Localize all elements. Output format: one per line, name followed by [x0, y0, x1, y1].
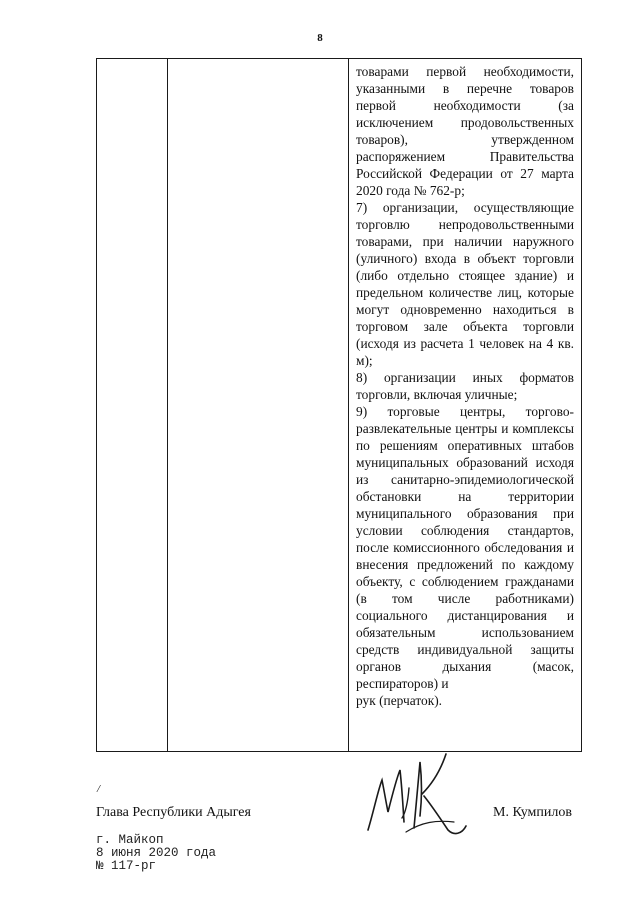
table-column-divider [167, 59, 168, 751]
document-table [96, 58, 582, 752]
stamp-number: № 117-рг [96, 859, 157, 873]
list-item-9: 9) торговые центры, торгово-развлекательные центры и комплексы по решениям оперативных штабов муниципальных образований исходя из санитарно-эпидемиологической обстановки на территории муниципального образования при условии соблюдения стандартов, после комиссионного обследования и внесения предложений по каждому объекту, с соблюдением гражданами (в том числе работниками) социального дистанцирования и обязательным использованием средств индивидуальной защиты органов дыхания (масок, респираторов) и [356, 404, 574, 691]
handwritten-signature [362, 740, 472, 840]
signer-title: Глава Республики Адыгея [96, 805, 251, 820]
registration-stamp [96, 834, 216, 873]
list-item-7: 7) организации, осуществляющие торговлю непродовольственными товарами, при наличии наружного (уличного) входа в объект торговли (либо отдельно стоящее здание) и предельном количестве лиц, которые могут одновременно находиться в торговом зале объекта торговли (исходя из расчета 1 человек на 4 кв. м); [356, 200, 574, 368]
stamp-date: 8 июня 2020 года [96, 846, 217, 860]
page-number: 8 [317, 32, 323, 44]
signer-name: М. Кумпилов [493, 805, 572, 820]
paragraph-continuation: товарами первой необходимости, указанными в перечне товаров первой необходимости (за исключением продовольственных товаров), утвержденном распоряжением Правительства Российской Федерации от 27 марта 2020 года № 762-р; [356, 64, 574, 198]
margin-tick-mark: / [97, 783, 101, 795]
list-item-8: 8) организации иных форматов торговли, включая уличные; [356, 370, 574, 402]
table-column-divider [348, 59, 349, 751]
stamp-place: г. Майкоп [96, 833, 164, 847]
list-item-9-ending: рук (перчаток). [356, 693, 443, 708]
table-cell-text [356, 63, 574, 709]
